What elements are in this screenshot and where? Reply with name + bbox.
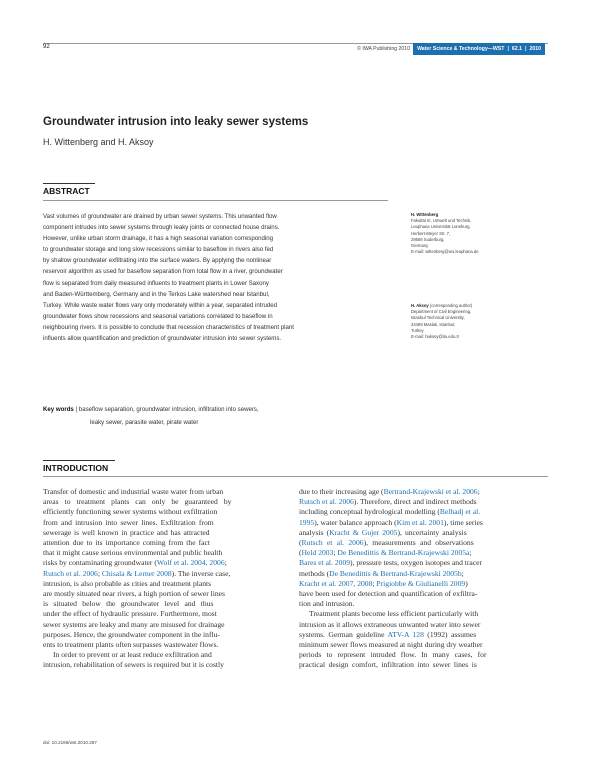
text-run: risks by contaminating groundwater ( [43,558,157,568]
abstract-line: by shallow groundwater exfiltrating into the surface waters. By applying the nonlinear [43,257,272,265]
body-line: periods to represent intruded flow. In many cases, for [299,650,487,660]
abstract-line: However, unlike urban storm drainage, it has a high seasonal variation corresponding [43,235,274,243]
body-line [299,487,549,497]
affiliation-role: (corresponding author) [428,303,473,308]
body-line: tion and intrusion. [299,599,355,609]
text-run: ( [299,538,302,548]
banner-separator: | [525,46,527,52]
citation-link[interactable]: Rutsch et al. 2006 [299,497,354,507]
text-run: analysis ( [299,527,330,537]
citation-link[interactable]: 1995 [299,517,315,527]
body-line: that it might cause serious environmental and public health [43,548,223,558]
text-run: ). Therefore, direct and indirect methods [353,497,477,507]
text-run: ). The inverse case, [171,568,231,578]
text-run: ), pressure tests, oxygen isotopes and tracer [350,558,483,568]
abstract-line: component intrudes into sewer systems through leaky joints or connected house drains. [43,224,280,232]
affiliation-line: Istanbul Technical University, [411,315,465,321]
body-line [299,538,549,548]
text-run: including conceptual hydrological modelling ( [299,507,440,517]
body-line [299,579,549,589]
copyright-notice: © IWA Publishing 2010 [357,46,411,52]
text-run: ; [224,558,227,568]
abstract-line: and Baden-Württemberg, Germany and in the Terkos Lake watershed near Istanbul, [43,290,270,298]
citation-link[interactable]: Belhadj et al. [439,507,481,517]
intro-column-left [43,487,283,671]
body-line: intrusion, rehabilitation of sewers is required but it is costly [43,660,224,670]
intro-rule [43,460,115,461]
affiliation-line: Germany [411,243,429,249]
text-run: systems. German guideline [299,629,388,639]
journal-year: 2010 [529,46,541,52]
citation-link[interactable]: Kracht et al. 2007, 2008 [299,578,373,588]
citation-link[interactable]: ATV-A 128 [387,629,424,639]
citation-link[interactable]: Rutsch et al. 2006 [43,568,98,578]
keywords-label: Key words [43,406,74,413]
affiliation-line: Turkey [411,327,424,333]
abstract-line: to groundwater storage and long slow recessions similar to baseflow in rivers also fed [43,246,274,254]
body-line: sewerage is well known in practice and has attracted [43,527,210,537]
text-run: ( [299,548,302,558]
body-line [299,548,549,558]
citation-link[interactable]: Wolf et al. 2004, 2006 [156,558,225,568]
abstract-line: groundwater flows show recessions and seasonal variations correlated to baseflow in [43,312,273,320]
keywords-text-1: | baseflow separation, groundwater intrusion, infiltration into sewers, [75,406,259,413]
citation-link[interactable]: Held 2003 [301,548,334,558]
affiliation-line: Department of Civil Engineering, [411,309,472,315]
text-run: ; [461,568,464,578]
body-line: ents to treatment plants often surpasses wastewater flows. [43,640,219,650]
journal-header [357,43,545,55]
text-run: ), time series [443,517,483,527]
body-line [299,558,549,568]
affiliation-line: 29556 Suderburg, [411,236,445,242]
body-line [299,507,549,517]
abstract-line: Vast volumes of groundwater are drained by urban sewer systems. This unwanted flow [43,213,277,220]
text-run: ) [465,578,468,588]
keywords-text-2: leaky sewer, parasite water, pirate water [90,418,199,426]
citation-link[interactable]: De Benedittis & Bertrand-Krajewski 2005b [329,568,462,578]
body-line [299,569,549,579]
body-line: efficiently functioning sewer systems without exfiltration [43,507,218,517]
body-line: sewer systems are leaky and many are misused for drainage [43,619,225,629]
affiliation-line: 34469 Maslak, Istanbul, [411,321,456,327]
body-line: have been used for detection and quantification of exfiltra- [299,589,478,599]
abstract-body [43,211,383,344]
body-line: attention due to its importance coming from the fact [43,538,210,548]
citation-link[interactable]: Bares et al. 2009 [299,558,351,568]
body-line: practical design comfort, infiltration into sewer lines is [299,660,477,670]
citation-link[interactable]: Kim et al. 2001 [396,517,444,527]
abstract-line: flow is separated from daily measured influents to treatment plants in Lower Saxony [43,279,269,287]
text-run: ), uncertainty analysis [397,527,467,537]
doi: doi: 10.2166/wst.2010.287 [43,740,97,745]
intro-heading: INTRODUCTION [43,463,109,473]
citation-link[interactable]: De Benedittis & Bertrand-Krajewski 2005a [337,548,470,558]
citation-link[interactable]: Bertrand-Krajewski et al. 2006 [383,487,478,496]
text-run: methods ( [299,568,330,578]
body-line [43,569,283,579]
abstract-line: neighbouring rivers. It is possible to conclude that recession characteristics of treatment plant [43,323,294,331]
citation-link[interactable]: Rutsch et al. 2006 [301,538,364,548]
paper-title: Groundwater intrusion into leaky sewer systems [43,116,309,128]
abstract-line: influents allow quantification and prediction of groundwater intrusion into sewer systems. [43,335,282,343]
abstract-heading: ABSTRACT [43,186,90,196]
affiliation-wittenberg [411,212,551,255]
citation-link[interactable]: Kracht & Gujer 2005 [329,527,398,537]
journal-banner [413,43,545,55]
body-line [299,497,549,507]
affiliation-email: E-mail: haksoy@itu.edu.tr [411,334,460,340]
affiliation-line: Leuphana Universität Lüneburg, [411,224,471,230]
body-line: areas to treatment plants can only be guaranteed by [43,497,232,507]
journal-volume: 62.1 [511,46,522,52]
body-line [299,518,549,528]
text-run: ; [477,487,480,496]
affiliation-line: Fakultät III, Umwelt und Technik, [411,218,472,224]
body-line: from and intrusion into sewer lines. Exfiltration from [43,517,214,527]
affiliation-name: H. Wittenberg [411,212,439,217]
intro-underline [43,476,548,477]
text-run: (1992) assumes [423,629,477,639]
body-line [43,558,283,568]
body-line: intrusion as it allows extraneous unwanted water into sewer [299,619,481,629]
abstract-line: Turkey. While waste water flows vary only moderately within a year, separated intruded [43,301,278,309]
text-run: due to their increasing age ( [299,487,384,496]
body-line: minimum sewer flows measured at night during dry weather [299,640,483,650]
body-line: Transfer of domestic and industrial waste water from urban [43,487,224,496]
body-line: purposes. Hence, the groundwater component in the influ- [43,629,220,639]
body-line: are mostly situated near rivers, a high portion of sewer lines [43,589,225,599]
abstract-rule [43,183,95,184]
journal-name: Water Science & Technology—WST [417,46,505,52]
body-line [299,630,549,640]
body-line: In order to prevent or at least reduce exfiltration and [53,650,212,660]
body-line: intrusion, is also probable as cities and treatment plants [43,578,212,588]
body-line: under the effect of hydraulic pressure. Furthermore, most [43,609,217,619]
affiliation-line: Herbert-Meyer Str. 7, [411,230,451,236]
text-run: ), measurements and observations [363,538,474,548]
citation-link[interactable]: Prigiobbe & Giulianelli 2009 [376,578,466,588]
text-run: ), water balance approach ( [314,517,397,527]
text-run: ; [469,548,472,558]
abstract-underline [43,200,388,201]
keywords-first-line [43,406,259,413]
paper-authors: H. Wittenberg and H. Aksoy [43,137,154,147]
body-line: is situated below the groundwater level and thus [43,599,214,609]
affiliation-name: H. Aksoy [411,303,429,308]
text-run: ; [333,548,338,558]
body-line [299,528,549,538]
text-run: ; [97,568,102,578]
citation-link[interactable]: Chisala & Lerner 2008 [101,568,172,578]
affiliation-aksoy [411,303,551,340]
keywords [43,404,259,429]
banner-separator: | [507,46,509,52]
body-line: Treatment plants become less efficient particularly with [309,609,479,619]
affiliation-email: E-mail: wittenberg@uni.leuphana.de [411,249,479,255]
text-run: ; [372,578,377,588]
abstract-line: reservoir algorithm as used for baseflow separation from total flow in a river, groundwater [43,268,283,276]
page-number: 92 [43,44,50,50]
intro-column-right [299,487,549,671]
